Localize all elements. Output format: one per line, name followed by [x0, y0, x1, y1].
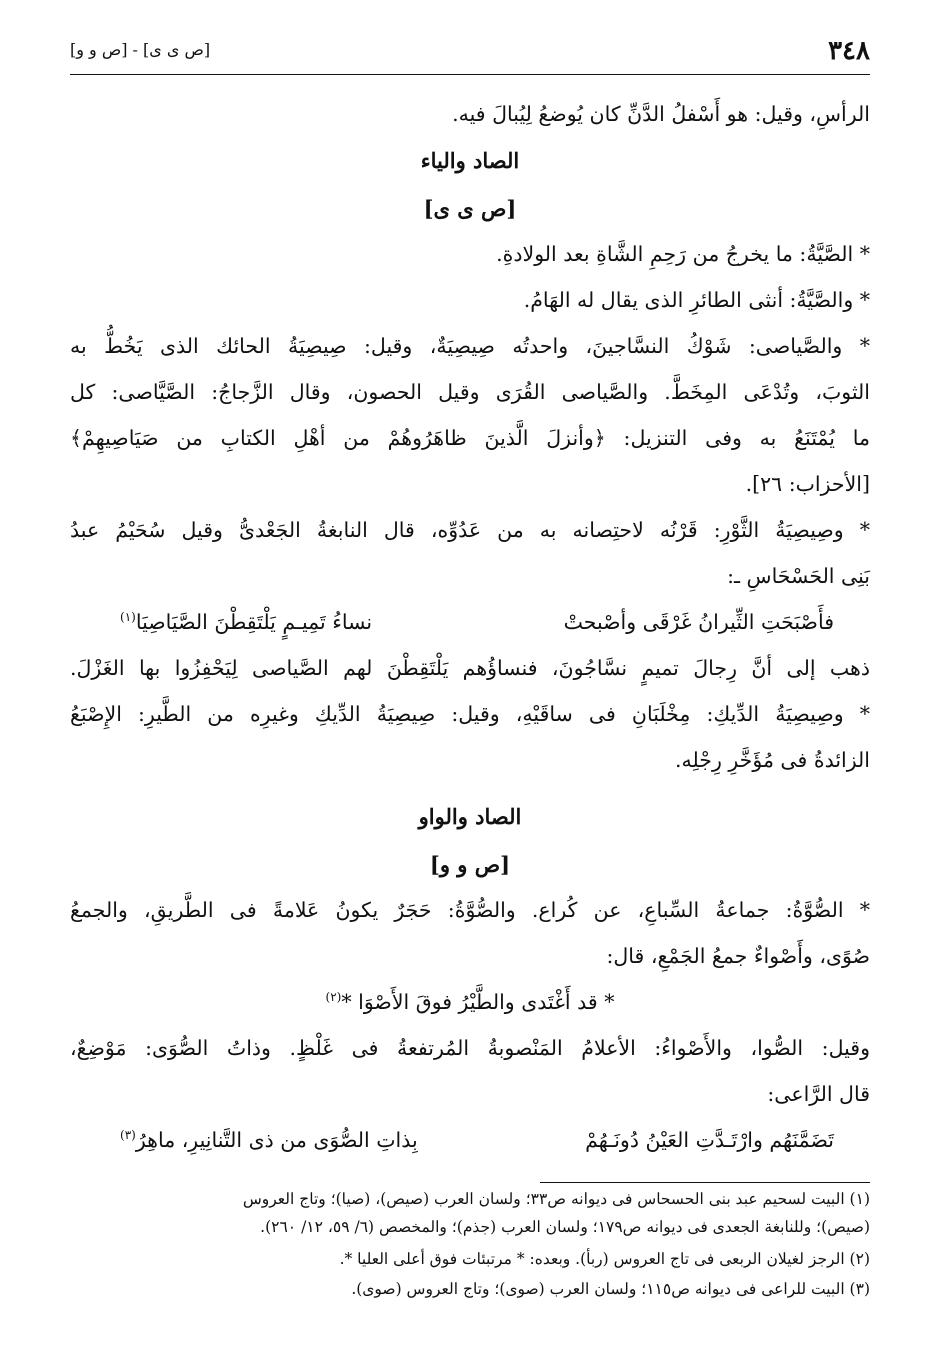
verse-second-hemistich: [120, 1128, 418, 1152]
verse-second-hemistich: [120, 610, 372, 634]
entry-line: * الصَّيَّةُ: ما يخرجُ من رَحِمِ الشَّاةِ بعد الولادةِ.: [496, 242, 870, 266]
verse-text: نساءُ تَمِيـمٍ يَلْتَقِطْنَ الصَّيَاصِيَا: [135, 610, 373, 634]
verse-first-hemistich: فأَصْبَحَتِ الثِّيرانُ غَرْقَى وأصْبحتْ: [563, 610, 834, 634]
root-heading-sad-waw-waw: [ص و و]: [429, 852, 511, 877]
footnote-marker: (٢): [325, 990, 342, 1005]
entry-line: الزائدةُ فى مُؤَخَّرِ رِجْلِه.: [674, 748, 870, 772]
running-header: [70, 30, 870, 75]
entry-line: بَنِى الحَسْحَاسِ ـ:: [727, 564, 870, 588]
footnote: (٣) البيت للراعى فى ديوانه ص١١٥؛ ولسان العرب (صوى)؛ وتاج العروس (صوى).: [351, 1280, 870, 1298]
entry-line: * وصِيصِيَةُ الدِّيكِ: مِخْلَبَانِ فى ساقَيْهِ، وقيل: صِيصِيَةُ الدِّيكِ وغيرِه من الطَّيرِ: الإِصْبَعُ: [70, 702, 870, 726]
dictionary-page: [70, 30, 870, 1340]
section-heading-sad-ya: الصاد والياء: [420, 148, 520, 173]
footnote-marker: (١): [120, 610, 136, 625]
text-line: الرأسِ، وقيل: هو أَسْفلُ الدَّنِّ كان يُوضعُ لِيُبالَ فيه.: [452, 102, 870, 126]
footnote: (٢) الرجز لغيلان الربعى فى تاج العروس (ربأ). وبعده: * مرتبئات فوق أعلى العليا *.: [339, 1250, 870, 1268]
entry-line: [الأحزاب: ٢٦].: [745, 472, 870, 496]
entry-line: * الصُّوَّةُ: جماعةُ السِّباعِ، عن كُراع. والصُّوَّةُ: حَجَرٌ يكونُ عَلامةً فى الطَّريقِ، والجمعُ: [70, 898, 870, 922]
entry-line: الثوبَ، وتُدْعَى المِخَطَّ. والصَّياصى القُرَى وقيل الحصون، وقال الزَّجاجُ: الصَّيَّاصى: كل: [70, 380, 870, 404]
entry-line: وقيل: الصُّوا، والأَصْواءُ: الأعلامُ المَنْصوبةُ المُرتفعةُ فى غَلْظٍ. وذاتُ الصُّوَى: مَوْضِعٌ،: [70, 1036, 870, 1060]
root-heading-sad-ya-ya: [ص ى ى]: [423, 196, 517, 221]
footnote-divider: [540, 1182, 870, 1183]
entry-line: ذهب إلى أنَّ رِجالَ تميمٍ نسَّاجُونَ، فنساؤُهم يَلْتَقِطْنَ لهم الصَّياصى لِيَحْفِزُوا بها الغَزْلَ.: [70, 656, 870, 680]
entry-line: قال الرَّاعى:: [767, 1082, 870, 1106]
entry-line: ما يُمْتَنَعُ به وفى التنزيل: ﴿وأنزلَ الَّذينَ ظاهَرُوهُمْ من أهْلِ الكتابِ من صَيَاصِيهِمْ﴾: [70, 426, 870, 450]
footnote: (١) البيت لسحيم عبد بنى الحسحاس فى ديوانه ص٣٣؛ ولسان العرب (صيص)، (صيا)؛ وتاج العروس: [242, 1190, 870, 1208]
footnote: (صيص)؛ وللنابغة الجعدى فى ديوانه ص١٧٩؛ ولسان العرب (جذم)؛ والمخصص (٦/ ٥٩، ١٢/ ٢٦٠).: [260, 1218, 870, 1236]
footnote-marker: (٣): [120, 1128, 136, 1143]
entry-line: * والصَّيَّةُ: أنثى الطائرِ الذى يقال له الهَامُ.: [523, 288, 870, 312]
entry-line: * وصِيصِيَةُ الثَّوْرِ: قَرْنُه لاحتِصانه به من عَدُوِّه، قال النابغةُ الجَعْدىُّ وقيل سُحَيْمُ عبدُ: [70, 518, 870, 542]
page-number: ٣٤٨: [828, 36, 870, 66]
entry-line: * والصَّياصى: شَوْكُ النسَّاجينَ، واحدتُه صِيصِيَةٌ، وقيل: صِيصِيَةُ الحائك الذى يَخُطُّ به: [70, 334, 870, 358]
verse-text: بِذاتِ الصُّوَى من ذى التَّنانِيرِ، ماهِرُ: [135, 1128, 418, 1152]
header-root-range: [ص ى ى] - [ص و و]: [70, 40, 211, 59]
verse-text: * قد أَغْتَدى والطَّيْرُ فوقَ الأَصْوَا *: [341, 990, 615, 1014]
verse-first-hemistich: تَضَمَّنَهُم وارْتَـدَّتِ العَيْنُ دُونَـهُمْ: [585, 1128, 834, 1152]
section-heading-sad-waw: الصاد والواو: [418, 804, 522, 829]
entry-line: صُوًى، وأَصْواءٌ جمعُ الجَمْعِ، قال:: [606, 944, 870, 968]
poetry-verse: [70, 990, 870, 1014]
